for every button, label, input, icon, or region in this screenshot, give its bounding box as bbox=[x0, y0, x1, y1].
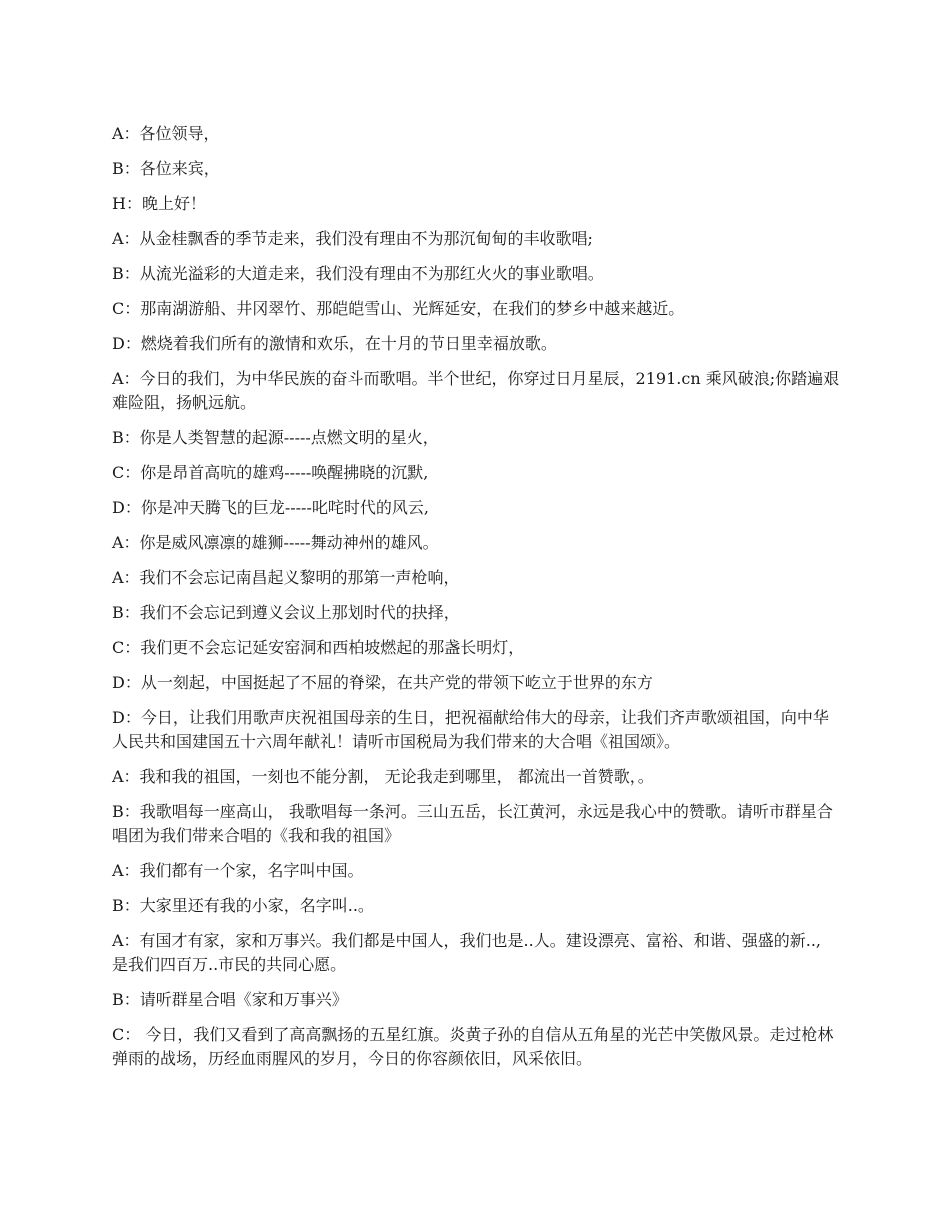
paragraph: A：有国才有家，家和万事兴。我们都是中国人，我们也是..人。建设漂亮、富裕、和谐、强盛的新.., 是我们四百万..市民的共同心愿。 bbox=[112, 931, 821, 974]
paragraph: B：请听群星合唱《家和万事兴》 bbox=[112, 990, 348, 1009]
paragraph: A：我们都有一个家，名字叫中国。 bbox=[112, 861, 364, 880]
paragraph: B：我歌唱每一座高山， 我歌唱每一条河。三山五岳，长江黄河，永远是我心中的赞歌。请听市群星合唱团为我们带来合唱的《我和我的祖国》 bbox=[112, 802, 833, 845]
paragraph: A：今日的我们，为中华民族的奋斗而歌唱。半个世纪，你穿过日月星辰，2191.cn 乘风破浪;你踏遍艰难险阻，扬帆远航。 bbox=[112, 369, 840, 412]
paragraph: C：我们更不会忘记延安窑洞和西柏坡燃起的那盏长明灯， bbox=[112, 638, 525, 657]
document-body bbox=[112, 122, 840, 1082]
paragraph: A：你是威风凛凛的雄狮-----舞动神州的雄风。 bbox=[112, 533, 439, 552]
paragraph: H：晚上好！ bbox=[112, 194, 206, 213]
paragraph: A：从金桂飘香的季节走来，我们没有理由不为那沉甸甸的丰收歌唱; bbox=[112, 229, 593, 248]
paragraph: D：燃烧着我们所有的激情和欢乐，在十月的节日里幸福放歌。 bbox=[112, 334, 557, 353]
paragraph: B：各位来宾， bbox=[112, 159, 220, 178]
paragraph: D：从一刻起，中国挺起了不屈的脊梁，在共产党的带领下屹立于世界的东方 bbox=[112, 673, 653, 692]
paragraph: D：今日，让我们用歌声庆祝祖国母亲的生日，把祝福献给伟大的母亲，让我们齐声歌颂祖国，向中华人民共和国建国五十六周年献礼！请听市国税局为我们带来的大合唱《祖国颂》。 bbox=[112, 708, 829, 751]
paragraph: B：我们不会忘记到遵义会议上那划时代的抉择， bbox=[112, 603, 460, 622]
paragraph: C：你是昂首高吭的雄鸡-----唤醒拂晓的沉默, bbox=[112, 463, 429, 482]
paragraph: B：大家里还有我的小家，名字叫..。 bbox=[112, 896, 374, 915]
paragraph: A：我和我的祖国，一刻也不能分割， 无论我走到哪里， 都流出一首赞歌，。 bbox=[112, 767, 654, 786]
paragraph: B：你是人类智慧的起源-----点燃文明的星火， bbox=[112, 428, 439, 447]
paragraph: D：你是冲天腾飞的巨龙-----叱咤时代的风云, bbox=[112, 498, 429, 517]
paragraph: C： 今日，我们又看到了高高飘扬的五星红旗。炎黄子孙的自信从五角星的光芒中笑傲风景。走过枪林弹雨的战场，历经血雨腥风的岁月，今日的你容颜依旧，风采依旧。 bbox=[112, 1025, 834, 1068]
paragraph: B：从流光溢彩的大道走来，我们没有理由不为那红火火的事业歌唱。 bbox=[112, 264, 604, 283]
paragraph: A：各位领导， bbox=[112, 124, 220, 143]
paragraph: C：那南湖游船、井冈翠竹、那皑皑雪山、光辉延安，在我们的梦乡中越来越近。 bbox=[112, 299, 685, 318]
paragraph: A：我们不会忘记南昌起义黎明的那第一声枪响， bbox=[112, 568, 460, 587]
